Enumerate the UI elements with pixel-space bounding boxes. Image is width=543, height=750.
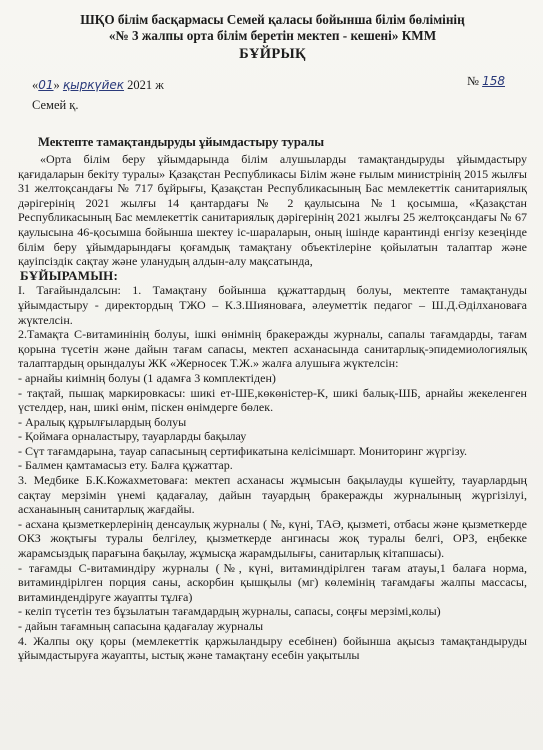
order-number — [467, 74, 505, 89]
list-item: - асхана қызметкерлерінің денсаулық журналы ( №, күні, ТАӘ, қызметі, отбасы және қызметкерде ОКЗ жоқтығы туралы белгілеу, қызметкерде ангинасы жоқ туралы белгі, ОРЗ, еңбекке жарамсыздық парағына бақылау, жұмысқа жарамдылығы, санитарлық кітапшасы). — [18, 516, 527, 561]
date-year: 2021 ж — [127, 78, 164, 92]
order-word: БҰЙРЫҚ — [239, 46, 306, 62]
preamble-paragraph: «Орта білім беру ұйымдарында білім алушыларды тамақтандыруды ұйымдастыру қағидаларын бекіту туралы» Қазақстан Республикасы Білім және ғылым министрінің 2015 жылғы 31 желтоқсандағы № 717 бұйрығы, Қазақстан Республикасының Бас мемлекеттік санитариялық дәрігерінің 2021 жылғы 14 қантардағы№ 2 қаулысына №1 қосымша, «Қазақстан Республикасының Бас мемлекеттік санитариялық дәрігерінің 2021 жылғы 25 желтоқсандағы № 67 қаулысына 46-қосымша бойынша шектеу іс-шараларын, оның ішінде карантинді енгізу кезеңінде білім беру ұйымдарындағы қоғамдық тамақтану объектілеріне қойылатын талаптар және қауіпсіздік сақтау және уланудың алдын-алу мақсатында, — [18, 152, 527, 269]
order-item-3: 3. Медбике Б.К.Кожахметоваға: мектеп асханасы жұмысын бақылауды күшейту, тауарлардың сақтау мерзімін үнемі қадағалау, дайын тауардың бракеражды журналының жүргізілуі, асханаының санитарлық жағдайы. — [18, 473, 527, 517]
date-month: қыркүйек — [62, 78, 125, 92]
header-line-2: «№ 3 жалпы орта білім беретін мектеп - кешені» КММ — [108, 28, 437, 43]
list-item: - Балмен қамтамасыз ету. Балға құжаттар. — [18, 458, 233, 473]
list-item: - Қоймаға орналастыру, тауарларды бақылау — [18, 429, 247, 444]
document-header — [18, 12, 527, 62]
list-item: - арнайы киімнің болуы (1 адамға 3 комплектіден) — [18, 370, 276, 385]
order-date: «01» қыркүйек 2021 ж — [32, 78, 164, 92]
list-item: - дайын тағамның сапасына қадағалау журналы — [18, 619, 264, 633]
date-day: 01 — [38, 78, 54, 92]
number-prefix: № — [467, 74, 479, 88]
list-item: - келіп түсетін тез бұзылатын тағамдардың журналы, сапасы, соңғы мерзімі,колы) — [18, 604, 441, 619]
document-title: Мектепте тамақтандыруды ұйымдастыру туралы — [38, 135, 325, 149]
order-item-2: 2.Тамақта С-витаминінің болуы, ішкі өнімнің бракеражды журналы, сапалы тағамдарды, тағам қорына түсетін және дайын тағам сапасы, мектеп асханасында санитарлық-эпидемиологиялық талаптардың орындалуы ЖК «Жерносек Т.Ж.» жалға алушыға жүктелсін: — [18, 327, 527, 371]
order-item-1: I. Тағайындалсын: 1. Тамақтану бойынша құжаттардың болуы, мектепте тамақтануды ұйымдастыру - директордың ТЖО – К.З.Шияновағa, әлеуметтік педагог – Ш.Д.Әділхановаға жүктелсін. — [18, 283, 527, 327]
document-body — [18, 152, 527, 663]
list-item: - Аралық құрылғылардың болуы — [18, 414, 187, 429]
order-heading: БҰЙЫРАМЫН: — [20, 267, 119, 283]
list-item: - тақтай, пышақ маркировкасы: шикі ет-ШЕ,көкөністер-К, шикі балық-ШБ, арнайы жекеленген үстелдер, нан, шикі өнім, піскен өнімдерге бөлек. — [18, 385, 527, 415]
header-line-1: ШҚО білім басқармасы Семей қаласы бойынша білім бөлімінің — [80, 12, 465, 27]
list-item: - Сүт тағамдарына, тауар сапасының сертификатына келісімшарт. Мониторинг жүргізу. — [18, 443, 468, 458]
order-item-4: 4. Жалпы оқу қоры (мемлекеттік қаржыландыру есебінен) бойынша ақысыз тамақтандыруды ұйымдастыруға жауапты, ыстық және тамақтану есебін уақытылы — [18, 633, 527, 663]
date-line — [18, 74, 527, 98]
city: Семей қ. — [32, 98, 79, 112]
list-item: - тағамды С-витаминдіру журналы (№, күні, витаминдірілген тағам атауы,1 балаға норма, витаминдірілген порция саны, аскорбин қышқылы (мг) көлемінің тағамдағы жалпы массасы, витаминдендіруге жауапты тұлға) — [18, 560, 527, 604]
number-value: 158 — [482, 74, 505, 88]
